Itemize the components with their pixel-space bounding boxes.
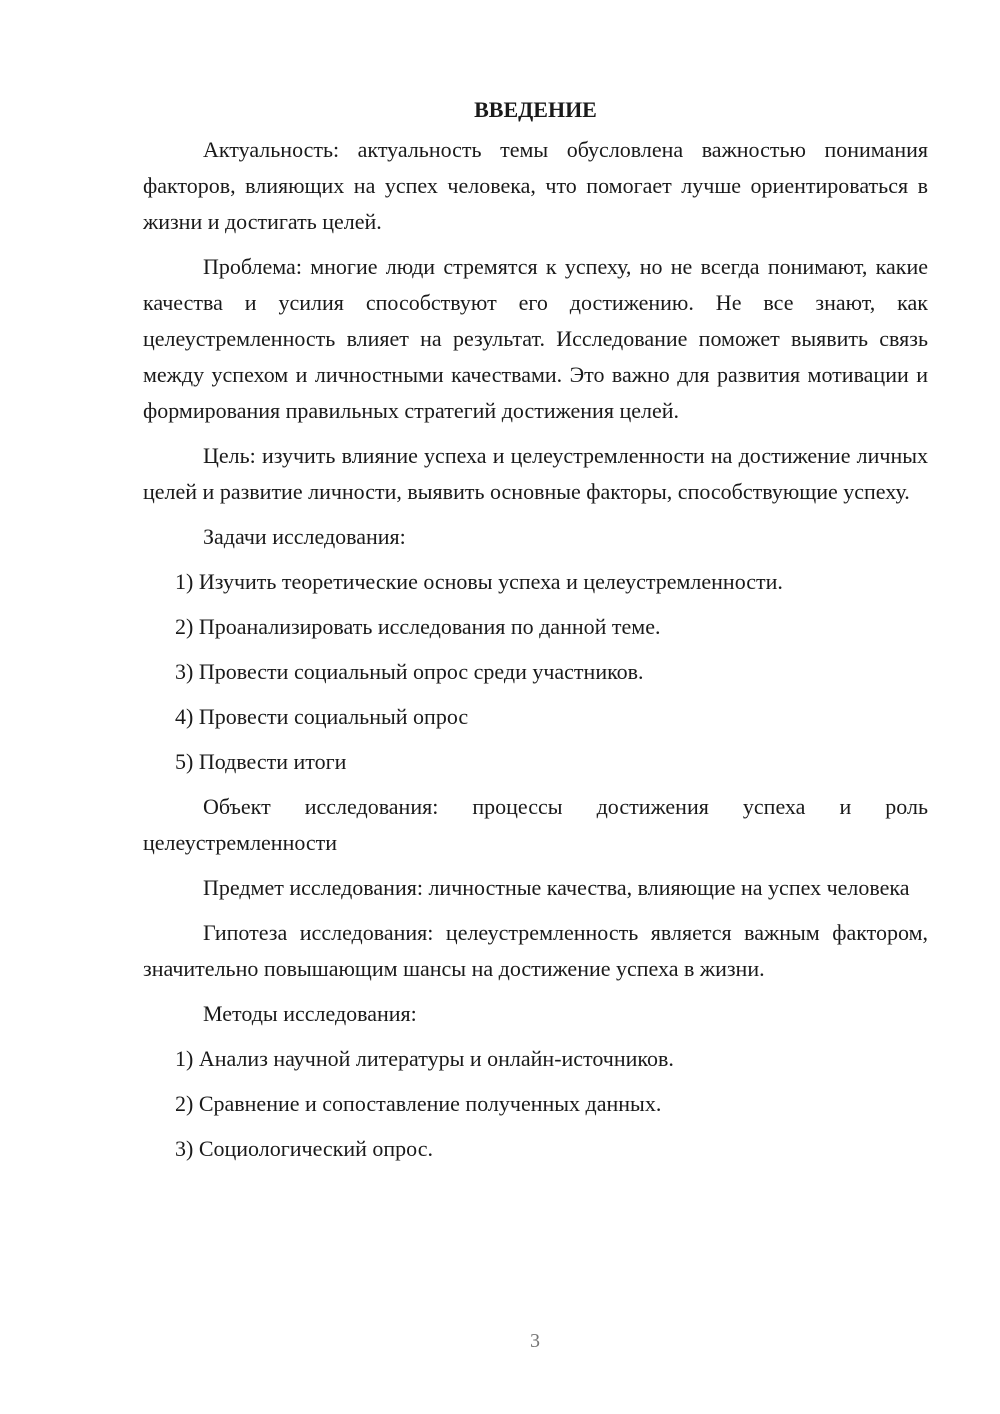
hypothesis-paragraph: Гипотеза исследования: целеустремленность является важным фактором, значительно повышающим шансы на достижение успеха в жизни. [143, 920, 928, 981]
relevance-paragraph: Актуальность: актуальность темы обусловлена важностью понимания факторов, влияющих на успех человека, что помогает лучше ориентироваться в жизни и достигать целей. [143, 137, 928, 234]
subject-paragraph: Предмет исследования: личностные качества, влияющие на успех человека [203, 875, 910, 900]
method-item-2: 2) Сравнение и сопоставление полученных данных. [175, 1091, 662, 1116]
method-item-3: 3) Социологический опрос. [175, 1136, 433, 1161]
page-number: 3 [530, 1330, 540, 1352]
methods-heading: Методы исследования: [203, 1001, 417, 1026]
task-item-2: 2) Проанализировать исследования по данной теме. [175, 614, 661, 639]
tasks-heading: Задачи исследования: [203, 524, 406, 549]
task-item-3: 3) Провести социальный опрос среди участников. [175, 659, 644, 684]
method-item-1: 1) Анализ научной литературы и онлайн-источников. [175, 1046, 674, 1071]
object-paragraph: Объект исследования: процессы достижения успеха и роль целеустремленности [143, 794, 928, 855]
document-page [143, 92, 928, 1176]
problem-paragraph: Проблема: многие люди стремятся к успеху, но не всегда понимают, какие качества и усилия способствуют его достижению. Не все знают, как целеустремленность влияет на результат. Исследование поможет выявить связь между успехом и личностными качествами. Это важно для развития мотивации и формирования правильных стратегий достижения целей. [143, 254, 928, 423]
task-item-4: 4) Провести социальный опрос [175, 704, 469, 729]
task-item-5: 5) Подвести итоги [175, 749, 347, 774]
document-title: ВВЕДЕНИЕ [474, 97, 597, 122]
task-item-1: 1) Изучить теоретические основы успеха и целеустремленности. [175, 569, 783, 594]
goal-paragraph: Цель: изучить влияние успеха и целеустремленности на достижение личных целей и развитие личности, выявить основные факторы, способствующие успеху. [143, 443, 928, 504]
